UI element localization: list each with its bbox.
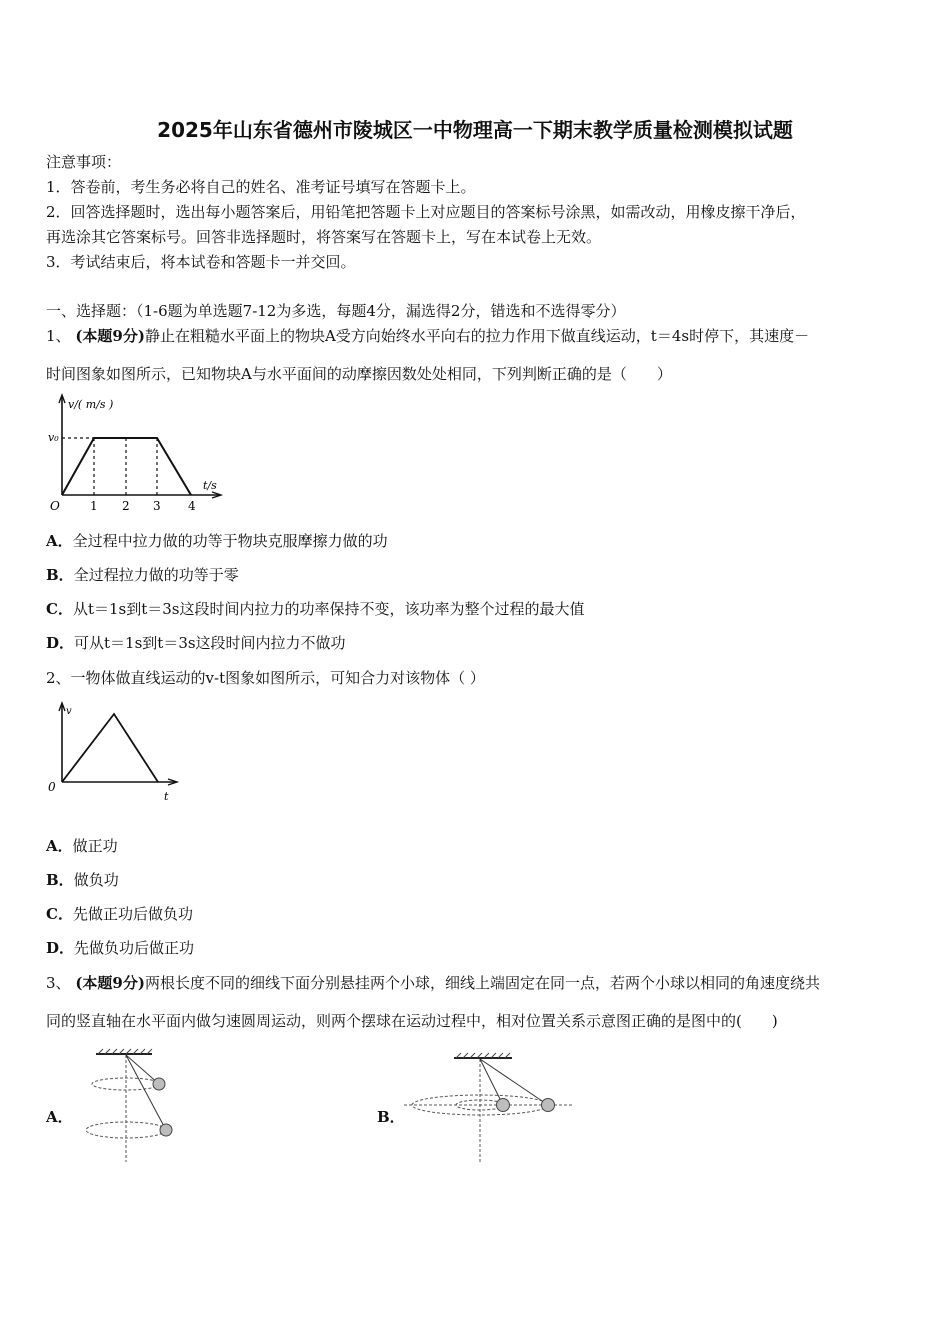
q2-vt-graph [44, 700, 184, 810]
q2-option-c[interactable] [46, 904, 193, 924]
q3-line2: 同的竖直轴在水平面内做匀速圆周运动，则两个摆球在运动过程中，相对位置关系示意图正确的是图中的( ) [46, 1012, 778, 1030]
q3a-ball-lower [160, 1124, 172, 1136]
page-title: 2025年山东省德州市陵城区一中物理高一下期末教学质量检测模拟试题 [157, 118, 793, 142]
q1-text: 静止在粗糙水平面上的物块A受方向始终水平向右的拉力作用下做直线运动，t＝4s时停下，其速度－ [144, 327, 810, 345]
q2-text: 2、一物体做直线运动的v-t图象如图所示，可知合力对该物体（ ） [46, 669, 485, 687]
q3-tag: (本题9分) [75, 974, 145, 992]
q2-x-label: t [164, 790, 169, 803]
q1-v0-label: v₀ [48, 431, 59, 444]
q1-tick-2: 2 [122, 499, 130, 513]
q3b-ball-inner [497, 1099, 510, 1112]
q3-option-a-key[interactable]: A． [46, 1108, 73, 1126]
q3a-orbit-upper [92, 1078, 160, 1090]
q1-option-b[interactable] [46, 565, 239, 585]
q3a-ball-upper [153, 1078, 165, 1090]
q2-option-b[interactable] [46, 870, 119, 890]
q1-option-c-key: C． [46, 600, 73, 618]
note-item-2: 2．回答选择题时，选出每小题答案后，用铅笔把答题卡上对应题目的答案标号涂黑，如需改动，用橡皮擦干净后， [46, 203, 806, 221]
q2-option-a[interactable] [46, 836, 118, 856]
note-item-3: 3．考试结束后，将本试卷和答题卡一并交回。 [46, 253, 356, 271]
q3a-string-short [126, 1055, 159, 1084]
q1-line1 [46, 326, 809, 346]
q1-option-d-text: 可从t＝1s到t＝3s这段时间内拉力不做功 [74, 634, 346, 652]
q1-vt-graph [40, 393, 230, 517]
note-item-1: 1．答卷前，考生务必将自己的姓名、准考证号填写在答题卡上。 [46, 178, 476, 196]
q1-option-b-key: B． [46, 566, 74, 584]
q3b-string-long [480, 1059, 548, 1105]
q3-text: 两根长度不同的细线下面分别悬挂两个小球，细线上端固定在同一点，若两个小球以相同的角速度绕共 [144, 974, 820, 992]
q2-option-d-key: D． [46, 939, 75, 957]
q1-number: 1、 [46, 327, 71, 345]
q1-option-d[interactable] [46, 633, 346, 653]
q1-tick-3: 3 [153, 499, 161, 513]
q1-option-c[interactable] [46, 599, 585, 619]
q3b-string-short [480, 1059, 503, 1105]
q3-option-b-diagram[interactable] [400, 1052, 580, 1164]
q1-option-a[interactable] [46, 531, 388, 551]
q3a-string-long [126, 1055, 166, 1130]
q3-option-b-key[interactable]: B． [377, 1108, 405, 1126]
q2-option-b-text: 做负功 [73, 871, 119, 889]
q2-origin-label: 0 [48, 780, 56, 794]
q2-option-c-key: C． [46, 905, 73, 923]
q3-option-a-diagram[interactable] [76, 1048, 206, 1164]
q3-line1 [46, 973, 820, 993]
q1-line2: 时间图象如图所示，已知物块A与水平面间的动摩擦因数处处相同，下列判断正确的是（ ） [46, 365, 672, 383]
q2-option-c-text: 先做正功后做负功 [72, 905, 193, 923]
q3b-ball-outer [542, 1099, 555, 1112]
section-heading: 一、选择题：（1-6题为单选题7-12为多选，每题4分，漏选得2分，错选和不选得零分） [46, 302, 626, 320]
q3-number: 3、 [46, 974, 71, 992]
q2-velocity-line [62, 714, 158, 782]
q1-y-label: v/( m/s ) [68, 398, 114, 411]
q1-option-a-text: 全过程中拉力做的功等于物块克服摩擦力做的功 [72, 532, 388, 550]
q1-origin-label: O [50, 499, 60, 513]
q2-option-d[interactable] [46, 938, 194, 958]
q1-tag: (本题9分) [75, 327, 145, 345]
q2-option-a-key: A． [46, 837, 73, 855]
note-item-2-cont: 再选涂其它答案标号。回答非选择题时，将答案写在答题卡上，写在本试卷上无效。 [46, 228, 602, 246]
q1-option-d-key: D． [46, 634, 75, 652]
notes-heading: 注意事项： [46, 153, 122, 171]
q1-tick-4: 4 [188, 499, 196, 513]
q2-option-a-text: 做正功 [72, 837, 118, 855]
q2-option-d-text: 先做负功后做正功 [74, 939, 195, 957]
q1-option-a-key: A． [46, 532, 73, 550]
q1-option-b-text: 全过程拉力做的功等于零 [73, 566, 239, 584]
q2-y-label: v [66, 706, 72, 717]
q2-option-b-key: B． [46, 871, 74, 889]
q1-option-c-text: 从t＝1s到t＝3s这段时间内拉力的功率保持不变，该功率为整个过程的最大值 [72, 600, 585, 618]
q1-x-label: t/s [203, 479, 217, 492]
q1-tick-1: 1 [90, 499, 98, 513]
